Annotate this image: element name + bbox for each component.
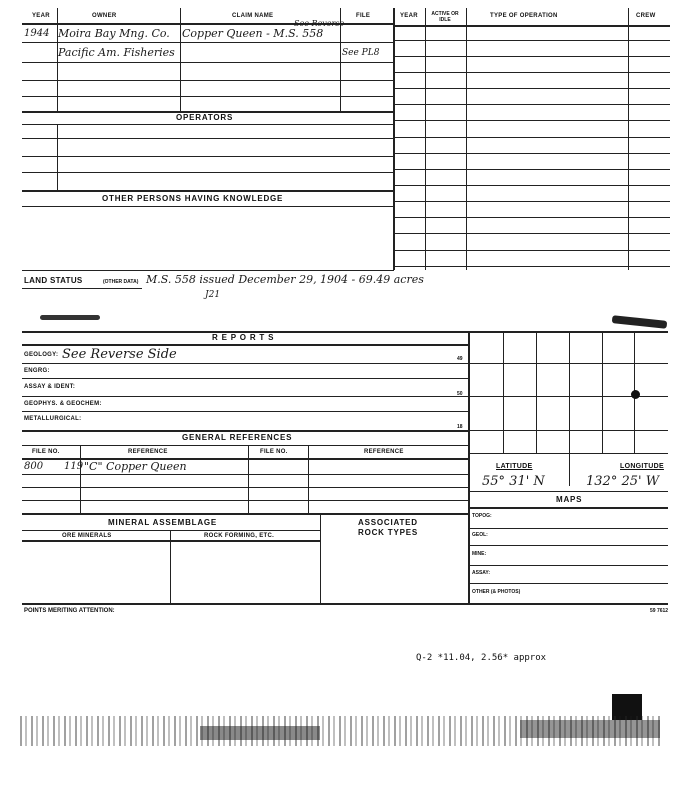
op-table-rule	[395, 120, 670, 121]
op-table-rule	[395, 217, 670, 218]
land-status-value: M.S. 558 issued December 29, 1904 - 69.49 acres	[146, 273, 424, 286]
ref-header-file-no: FILE NO.	[32, 449, 60, 455]
rule	[22, 396, 468, 397]
operators-title: OPERATORS	[176, 113, 234, 122]
land-status-underline	[22, 288, 142, 289]
rule	[22, 540, 320, 542]
op-header-year: YEAR	[400, 13, 418, 19]
ref-header-reference: REFERENCE	[128, 449, 168, 455]
land-status-label: LAND STATUS	[24, 276, 83, 285]
smudge-mark	[40, 315, 100, 320]
op-table-rule	[395, 250, 670, 251]
col-divider	[425, 8, 426, 270]
maps-topog: TOPOG:	[472, 513, 492, 519]
ref-row-1-file-no: 800	[24, 461, 44, 472]
maps-other: OTHER (& PHOTOS)	[472, 589, 521, 595]
header-owner: OWNER	[92, 13, 117, 19]
rule	[22, 270, 394, 271]
rule	[22, 445, 468, 446]
other-persons-top-rule	[22, 190, 394, 192]
ref-row-1-page: 119	[64, 461, 84, 472]
op-table-rule	[395, 169, 670, 170]
form-number: 59 7612	[650, 608, 669, 614]
rule	[22, 363, 468, 364]
latitude-label: LATITUDE	[496, 463, 533, 470]
claim-row-2-owner: Pacific Am. Fisheries	[58, 46, 175, 59]
op-header-active: ACTIVE OR IDLE	[431, 11, 459, 23]
maps-assay: ASSAY:	[472, 570, 491, 576]
claim-row-1-year: 1944	[24, 28, 50, 39]
rule	[22, 430, 468, 432]
claim-row-1-note: See Reverse	[294, 19, 345, 28]
rule	[22, 530, 320, 531]
rule	[22, 513, 468, 515]
op-table-rule	[395, 88, 670, 89]
longitude-value: 132° 25' W	[586, 474, 660, 489]
header-year: YEAR	[32, 13, 50, 19]
report-assay-num: 50	[457, 391, 463, 397]
rule	[22, 487, 468, 488]
ore-minerals-label: ORE MINERALS	[62, 533, 112, 539]
op-table-rule	[395, 56, 670, 57]
op-table-rule	[395, 40, 670, 41]
header-claim-name: CLAIM NAME	[232, 13, 274, 19]
ref-row-1-reference: "C" Copper Queen	[84, 460, 187, 473]
grid-col	[569, 331, 570, 486]
report-metallurgical-label: METALLURGICAL:	[24, 416, 82, 422]
reports-header-rule	[22, 344, 468, 346]
rule	[22, 206, 394, 207]
op-table-rule	[395, 72, 670, 73]
col-divider	[308, 445, 309, 513]
rule	[22, 156, 394, 157]
maps-mine: MINE:	[472, 551, 487, 557]
rule	[22, 138, 394, 139]
center-divider	[393, 8, 395, 270]
report-assay-label: ASSAY & IDENT:	[24, 384, 76, 390]
typed-note: Q-2 *11.04, 2.56* approx	[416, 653, 547, 663]
op-table-rule	[395, 104, 670, 105]
right-panel-divider	[468, 331, 470, 603]
grid-col	[536, 331, 537, 453]
op-table-rule	[395, 137, 670, 138]
op-table-rule	[395, 153, 670, 154]
associated-label: ASSOCIATED	[358, 518, 418, 527]
col-divider	[170, 530, 171, 603]
report-geology-value: See Reverse Side	[62, 347, 177, 362]
rock-forming-label: ROCK FORMING, ETC.	[204, 533, 275, 539]
general-references-title: GENERAL REFERENCES	[182, 433, 293, 442]
land-status-sublabel: (OTHER DATA)	[103, 279, 139, 285]
rule	[22, 411, 468, 412]
op-header-type: TYPE OF OPERATION	[490, 13, 558, 19]
latitude-value: 55° 31' N	[482, 474, 545, 489]
col-divider	[180, 8, 181, 111]
rule	[22, 42, 394, 43]
col-divider	[57, 124, 58, 190]
rule	[468, 491, 668, 492]
rule	[468, 583, 668, 584]
report-engrg-label: ENGRG:	[24, 368, 50, 374]
op-table-rule	[395, 185, 670, 186]
longitude-label: LONGITUDE	[620, 463, 664, 470]
report-geology-label: GEOLOGY:	[24, 352, 59, 358]
smudge-mark	[612, 315, 668, 329]
col-divider	[466, 8, 467, 270]
scan-noise-band	[520, 720, 660, 738]
ref-header-reference-2: REFERENCE	[364, 449, 404, 455]
reports-title: R E P O R T S	[212, 333, 275, 342]
claim-row-1-owner: Moira Bay Mng. Co.	[58, 27, 170, 40]
rule	[22, 80, 394, 81]
op-header-crew: CREW	[636, 13, 656, 19]
claim-row-2-file: See PL8	[342, 48, 380, 58]
col-divider	[628, 8, 629, 270]
rule	[22, 172, 394, 173]
rule	[468, 507, 668, 509]
header-file: FILE	[356, 13, 371, 19]
report-geophys-label: GEOPHYS. & GEOCHEM:	[24, 401, 102, 407]
rule	[468, 565, 668, 566]
scan-noise-band	[200, 726, 320, 740]
rule	[22, 96, 394, 97]
op-table-rule	[395, 201, 670, 202]
col-divider	[80, 445, 81, 513]
rule	[22, 124, 394, 125]
land-status-subnote: J21	[205, 290, 221, 300]
grid-row	[468, 430, 668, 431]
report-metallurgical-num: 18	[457, 424, 463, 430]
grid-col	[602, 331, 603, 453]
ref-header-file-no-2: FILE NO.	[260, 449, 288, 455]
maps-title: MAPS	[556, 495, 583, 504]
bottom-rule	[22, 603, 668, 605]
col-divider	[248, 445, 249, 513]
op-table-rule	[395, 266, 670, 267]
op-table-rule	[395, 233, 670, 234]
rule	[468, 545, 668, 546]
claim-row-1-claim: Copper Queen - M.S. 558	[182, 27, 324, 40]
grid-row	[468, 453, 668, 454]
other-persons-title: OTHER PERSONS HAVING KNOWLEDGE	[102, 194, 284, 203]
rule	[22, 474, 468, 475]
rule	[22, 378, 468, 379]
rule	[22, 500, 468, 501]
location-dot	[631, 390, 640, 399]
rule	[22, 62, 394, 63]
rock-types-label: ROCK TYPES	[358, 528, 419, 537]
col-divider	[57, 8, 58, 111]
col-divider	[320, 513, 321, 603]
points-meriting-label: POINTS MERITING ATTENTION:	[24, 608, 115, 614]
grid-col	[503, 331, 504, 453]
reports-top-rule	[22, 331, 668, 333]
report-geology-num: 49	[457, 356, 463, 362]
rule	[468, 528, 668, 529]
maps-geol: GEOL:	[472, 532, 488, 538]
grid-row	[468, 363, 668, 364]
mineral-assemblage-title: MINERAL ASSEMBLAGE	[108, 518, 218, 527]
